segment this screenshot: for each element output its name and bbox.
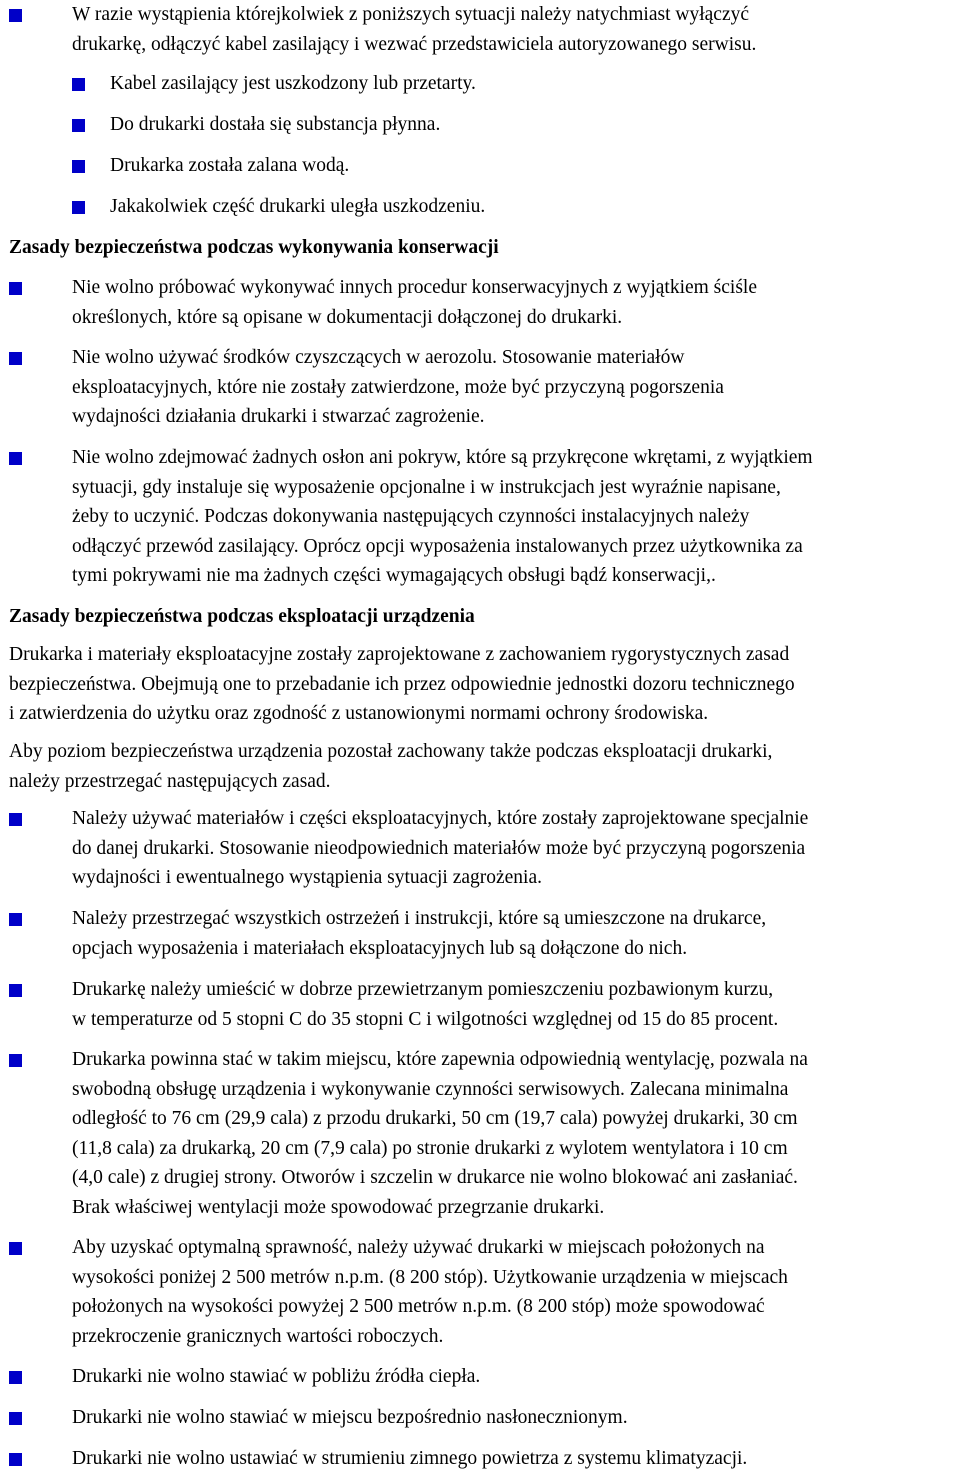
paragraph [9,640,795,729]
intro-subitem-text: Jakakolwiek część drukarki uległa uszkodzeniu. [110,196,486,217]
paragraph-line: Drukarka i materiały eksploatacyjne zostały zaprojektowane z zachowaniem rygorystycznych zasad [9,644,790,665]
list-item-line: Brak właściwej wentylacji może spowodować przegrzanie drukarki. [72,1196,605,1218]
list-item-line: Nie wolno używać środków czyszczących w aerozolu. Stosowanie materiałów [72,347,685,368]
list-item-line: Drukarki nie wolno stawiać w miejscu bezpośrednio nasłonecznionym. [72,1407,628,1428]
list-item-line: Drukarkę należy umieścić w dobrze przewietrzanym pomieszczeniu pozbawionym kurzu, [72,979,774,1000]
list-item-line: położonych na wysokości powyżej 2 500 metrów n.p.m. (8 200 stóp) może spowodować [72,1296,765,1317]
square-bullet-icon [9,9,22,22]
square-bullet-icon [72,119,85,132]
list-item-line: Należy przestrzegać wszystkich ostrzeżeń i instrukcji, które są umieszczone na drukarce, [72,908,767,929]
list-item-line: Nie wolno zdejmować żadnych osłon ani pokryw, które są przykręcone wkrętami, z wyjątkiem [72,447,813,468]
square-bullet-icon [72,78,85,91]
paragraph-line: należy przestrzegać następujących zasad. [9,770,331,792]
square-bullet-icon [9,1412,22,1425]
paragraph-line: i zatwierdzenia do użytku oraz zgodność z ustanowionymi normami ochrony środowiska. [9,703,709,724]
square-bullet-icon [9,352,22,365]
list-item-line: wysokości poniżej 2 500 metrów n.p.m. (8 200 stóp). Użytkowanie urządzenia w miejscach [72,1266,788,1288]
square-bullet-icon [9,813,22,826]
list-item-line: (4,0 cale) z drugiej strony. Otworów i szczelin w drukarce nie wolno blokować ani zasłaniać. [72,1167,798,1188]
square-bullet-icon [9,984,22,997]
list-item-line: (11,8 cala) za drukarką, 20 cm (7,9 cala) po stronie drukarki z wylotem wentylatora i 10 cm [72,1137,788,1159]
intro-subitem-text: Drukarka została zalana wodą. [110,155,350,176]
list-item-line: Nie wolno próbować wykonywać innych procedur konserwacyjnych z wyjątkiem ściśle [72,277,758,298]
section-heading-maintenance: Zasady bezpieczeństwa podczas wykonywania konserwacji [9,237,499,258]
list-item-line: tymi pokrywami nie ma żadnych części wymagających obsługi bądź konserwacji,. [72,565,716,586]
list-item-line: do danej drukarki. Stosowanie nieodpowiednich materiałów może być przyczyną pogorszenia [72,837,806,859]
list-item-line: określonych, które są opisane w dokumentacji dołączonej do drukarki. [72,306,623,328]
list-item-line: swobodną obsługę urządzenia i wykonywanie czynności serwisowych. Zalecana minimalna [72,1078,789,1100]
list-item-line: Drukarki nie wolno ustawiać w strumieniu zimnego powietrza z systemu klimatyzacji. [72,1448,748,1469]
list-item-line: wydajności i ewentualnego wystąpienia sytuacji zagrożenia. [72,867,542,888]
list-item-line: Drukarki nie wolno stawiać w pobliżu źródła ciepła. [72,1366,481,1387]
section-heading-operation: Zasady bezpieczeństwa podczas eksploatacji urządzenia [9,606,475,627]
paragraph-line: Aby poziom bezpieczeństwa urządzenia pozostał zachowany także podczas eksploatacji drukarki, [9,741,773,762]
paragraph [9,737,772,796]
list-item-line: opcjach wyposażenia i materiałach eksploatacyjnych lub są dołączone do nich. [72,937,688,959]
list-item-line: żeby to uczynić. Podczas dokonywania następujących czynności instalacyjnych należy [72,506,750,527]
intro-line: W razie wystąpienia którejkolwiek z poniższych sytuacji należy natychmiast wyłączyć [72,4,750,25]
square-bullet-icon [9,1242,22,1255]
list-item-line: przekroczenie granicznych wartości roboczych. [72,1325,444,1347]
square-bullet-icon [9,452,22,465]
list-item-line: eksploatacyjnych, które nie zostały zatwierdzone, może być przyczyną pogorszenia [72,376,724,398]
square-bullet-icon [9,1371,22,1384]
list-item-line: sytuacji, gdy instaluje się wyposażenie opcjonalne i w instrukcjach jest wyraźnie napisane, [72,476,781,498]
list-item-line: w temperaturze od 5 stopni C do 35 stopni C i wilgotności względnej od 15 do 85 procent. [72,1008,779,1030]
list-item-line: odłączyć przewód zasilający. Oprócz opcji wyposażenia instalowanych przez użytkownika za [72,535,803,557]
paragraph-line: bezpieczeństwa. Obejmują one to przebadanie ich przez odpowiednie jednostki dozoru technicznego [9,673,795,695]
square-bullet-icon [72,201,85,214]
list-item-line: Aby uzyskać optymalną sprawność, należy używać drukarki w miejscach położonych na [72,1237,765,1258]
square-bullet-icon [9,282,22,295]
square-bullet-icon [9,1054,22,1067]
intro-line: drukarkę, odłączyć kabel zasilający i wezwać przedstawiciela autoryzowanego serwisu. [72,33,757,55]
list-item-line: odległość to 76 cm (29,9 cala) z przodu drukarki, 50 cm (19,7 cala) powyżej drukarki, 30 cm [72,1108,798,1129]
list-item-line: Należy używać materiałów i części eksploatacyjnych, które zostały zaprojektowane specjalnie [72,808,809,829]
intro-subitem-text: Kabel zasilający jest uszkodzony lub przetarty. [110,73,476,94]
square-bullet-icon [9,913,22,926]
intro-subitem-text: Do drukarki dostała się substancja płynna. [110,114,441,135]
list-item-line: wydajności działania drukarki i stwarzać zagrożenie. [72,406,485,427]
square-bullet-icon [9,1453,22,1466]
list-item-line: Drukarka powinna stać w takim miejscu, które zapewnia odpowiednią wentylację, pozwala na [72,1049,808,1070]
square-bullet-icon [72,160,85,173]
